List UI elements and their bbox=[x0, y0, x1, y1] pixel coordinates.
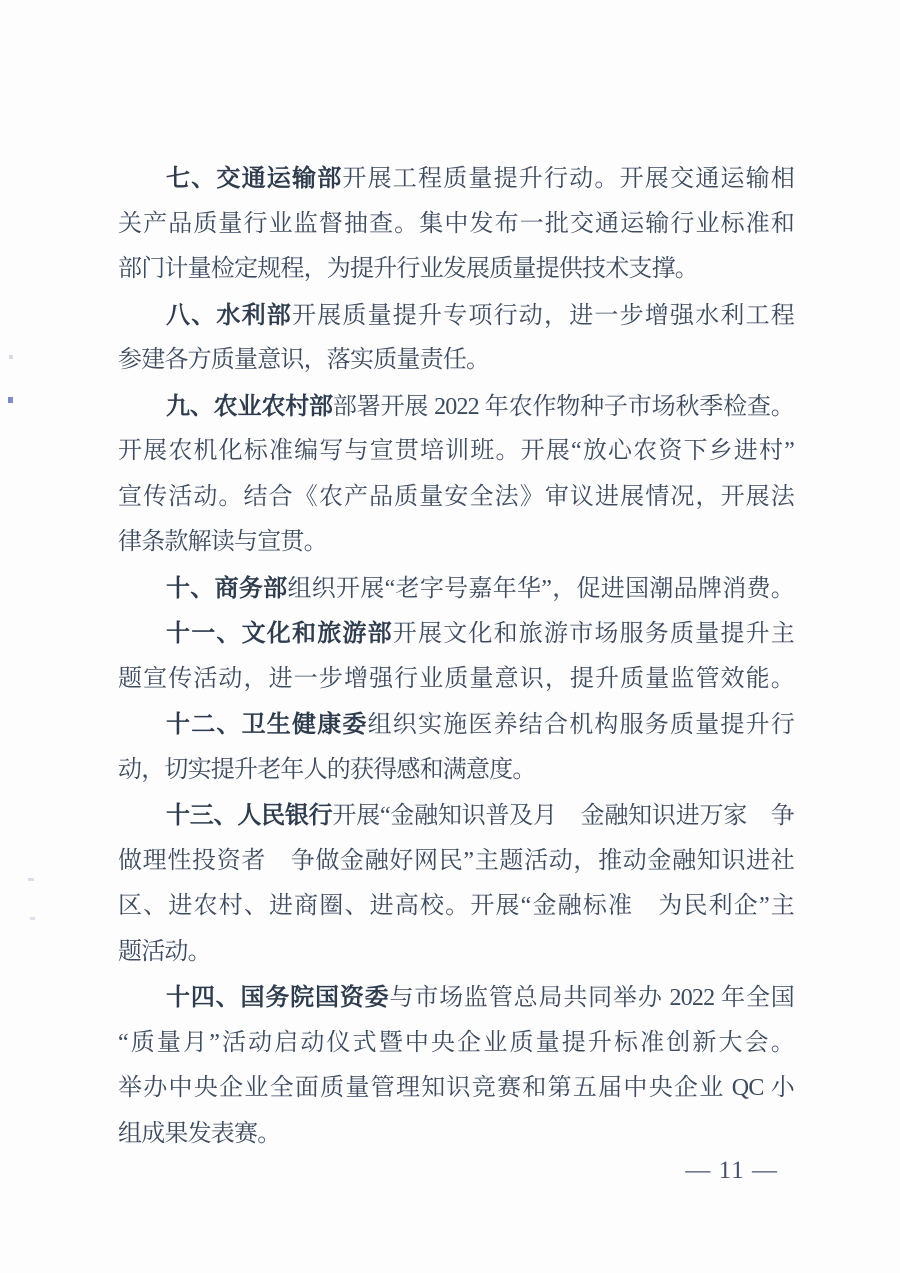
text-line: 举办中央企业全面质量管理知识竞赛和第五届中央企业 QC 小 bbox=[118, 1075, 794, 1101]
text-line bbox=[118, 384, 794, 430]
ministry-name: 十二、卫生健康委 bbox=[166, 711, 368, 738]
text-line: 参建各方质量意识，落实质量责任。 bbox=[118, 347, 490, 373]
text-line: 做理性投资者 争做金融好网民”主题活动，推动金融知识进社 bbox=[118, 847, 794, 874]
text-line: 题活动。 bbox=[118, 938, 211, 965]
line-text: 组织实施医养结合机构服务质量提升行 bbox=[367, 712, 794, 738]
text-line bbox=[118, 566, 794, 612]
page-number: — 11 — bbox=[685, 1157, 778, 1184]
paragraph-culture-tourism-ministry bbox=[118, 611, 794, 702]
text-line bbox=[118, 156, 794, 202]
line-text: 开展工程质量提升行动。开展交通运输相 bbox=[342, 166, 794, 192]
text-line: “质量月”活动启动仪式暨中央企业质量提升标准创新大会。 bbox=[118, 1029, 794, 1056]
text-line bbox=[118, 793, 794, 839]
scan-speck bbox=[30, 917, 35, 920]
line-text: 开展“金融知识普及月 金融知识进万家 争 bbox=[332, 803, 794, 829]
ministry-name: 十一、文化和旅游部 bbox=[166, 620, 393, 647]
paragraph-water-resources-ministry bbox=[118, 293, 794, 384]
paragraph-transport-ministry bbox=[118, 156, 794, 293]
text-line: 区、进农村、进商圈、进高校。开展“金融标准 为民利企”主 bbox=[118, 893, 794, 919]
paragraph-sasac bbox=[118, 975, 794, 1157]
text-line: 宣传活动。结合《农产品质量安全法》审议进展情况，开展法 bbox=[118, 483, 794, 510]
text-line bbox=[118, 611, 794, 657]
line-text: 部署开展 2022 年农作物种子市场秋季检查。 bbox=[332, 393, 794, 420]
line-text: 开展质量提升专项行动，进一步增强水利工程 bbox=[292, 302, 794, 329]
text-line: 组成果发表赛。 bbox=[118, 1120, 281, 1147]
text-line: 题宣传活动，进一步增强行业质量意识，提升质量监管效能。 bbox=[118, 665, 794, 692]
text-line: 动，切实提升老年人的获得感和满意度。 bbox=[118, 756, 536, 783]
line-text: 开展文化和旅游市场服务质量提升主 bbox=[392, 621, 794, 647]
text-line bbox=[118, 975, 794, 1021]
scan-speck bbox=[9, 355, 13, 359]
scan-speck bbox=[28, 878, 34, 881]
line-text: 与市场监管总局共同举办 2022 年全国 bbox=[389, 985, 794, 1011]
text-line: 律条款解读与宣贯。 bbox=[118, 529, 327, 555]
ministry-name: 十四、国务院国资委 bbox=[166, 984, 390, 1011]
line-text: 组织开展“老字号嘉年华”，促进国潮品牌消费。 bbox=[287, 575, 794, 602]
text-line: 开展农机化标准编写与宣贯培训班。开展“放心农资下乡进村” bbox=[118, 438, 794, 464]
text-line: 部门计量检定规程，为提升行业发展质量提供技术支撑。 bbox=[118, 256, 698, 282]
body-text bbox=[118, 156, 794, 1157]
ministry-name: 九、农业农村部 bbox=[166, 392, 333, 420]
text-line bbox=[118, 293, 794, 339]
paragraph-health-commission bbox=[118, 702, 794, 793]
ministry-name: 十三、人民银行 bbox=[166, 802, 333, 829]
ministry-name: 八、水利部 bbox=[166, 301, 292, 329]
paragraph-commerce-ministry bbox=[118, 566, 794, 612]
scan-speck bbox=[8, 397, 13, 403]
paragraph-peoples-bank bbox=[118, 793, 794, 975]
ministry-name: 十、商务部 bbox=[166, 574, 288, 602]
ministry-name: 七、交通运输部 bbox=[166, 165, 343, 192]
paragraph-agriculture-ministry bbox=[118, 384, 794, 566]
text-line bbox=[118, 702, 794, 748]
text-line: 关产品质量行业监督抽查。集中发布一批交通运输行业标准和 bbox=[118, 210, 794, 237]
